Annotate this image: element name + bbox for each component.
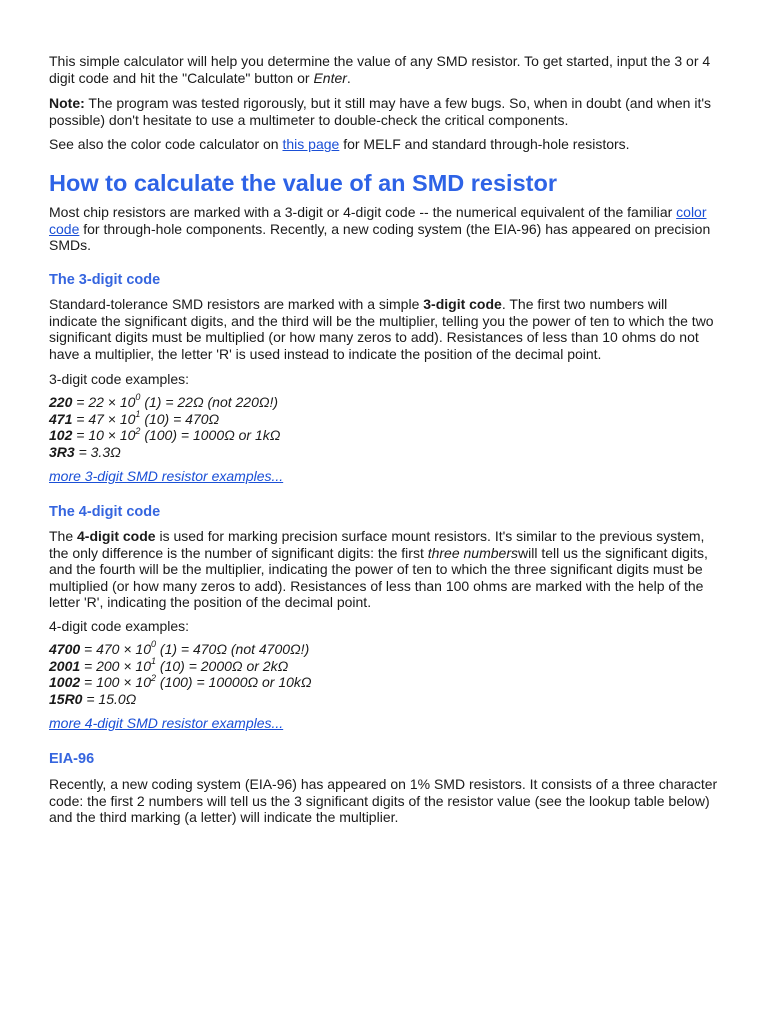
eia-96-heading: EIA-96 bbox=[49, 751, 95, 767]
main-paragraph bbox=[49, 204, 719, 254]
intro-text: This simple calculator will help you determine the value of any SMD resistor. To get started, input the 3 or 4 digit code and hit the "Calculate" button or bbox=[49, 53, 711, 86]
three-numbers-italic: three numbers bbox=[427, 544, 518, 561]
more-3-digit-examples-link[interactable]: more 3-digit SMD resistor examples... bbox=[49, 468, 284, 484]
four-digit-heading: The 4-digit code bbox=[49, 504, 161, 520]
example-row: 3R3 = 3.3Ω bbox=[49, 443, 121, 460]
more-four-paragraph bbox=[49, 715, 719, 732]
eia-96-paragraph: Recently, a new coding system (EIA-96) has appeared on 1% SMD resistors. It consists of a three character code: the first 2 numbers will tell us the 3 significant digits of the resistor value (see the lookup table below) and the third marking (a letter) will indicate the multiplier. bbox=[49, 776, 718, 826]
three-digit-heading: The 3-digit code bbox=[49, 272, 161, 288]
four-examples-list bbox=[49, 641, 719, 707]
four-text: The bbox=[49, 528, 78, 544]
three-examples-list bbox=[49, 394, 719, 460]
main-heading: How to calculate the value of an SMD resistor bbox=[49, 170, 557, 196]
intro-end: . bbox=[346, 69, 351, 86]
more-three-paragraph bbox=[49, 468, 719, 485]
three-digit-paragraph bbox=[49, 296, 719, 362]
intro-paragraph bbox=[49, 53, 719, 86]
see-also-text: See also the color code calculator on bbox=[49, 136, 283, 152]
three-text: Standard-tolerance SMD resistors are marked with a simple bbox=[49, 296, 424, 312]
main-text: Most chip resistors are marked with a 3-digit or 4-digit code -- the numerical equivalent of the familiar bbox=[49, 204, 677, 220]
example-row: $220 = 22 \times 10^0$ (1) = 22Ω (not 220Ω!) bbox=[49, 392, 279, 410]
main-text-end: for through-hole components. Recently, a new coding system (the EIA-96) has appeared on precision SMDs. bbox=[49, 220, 711, 254]
note-paragraph bbox=[49, 95, 719, 128]
example-row: $102 = 10 \times 10^2$ (100) = 1000Ω or 1kΩ bbox=[49, 425, 281, 444]
four-examples-label: 4-digit code examples: bbox=[49, 618, 190, 634]
three-examples-label: 3-digit code examples: bbox=[49, 371, 190, 387]
four-text-end: will tell us the significant digits, and the fourth will be the multiplier, indicating the power of ten to which the three significant digits must be multiplied (or how many zeros to add). Resistances of less than 100 ohms are marked with the help of the letter 'R', indicating the position of the decimal point. bbox=[49, 544, 708, 611]
see-also-end: for MELF and standard through-hole resistors. bbox=[339, 136, 630, 152]
example-row: $1002 = 100 \times 10^2$ (100) = 10000Ω or 10kΩ bbox=[49, 672, 312, 691]
four-text-mid: is used for marking precision surface mount resistors. It's similar to the previous system, the only difference is the number of significant digits: the first bbox=[49, 528, 705, 561]
more-4-digit-examples-link[interactable]: more 4-digit SMD resistor examples... bbox=[49, 715, 284, 731]
example-row: $2001 = 200 \times 10^1$ (10) = 2000Ω or 2kΩ bbox=[49, 655, 289, 674]
example-row: $471 = 47 \times 10^1$ (10) = 470Ω bbox=[49, 408, 220, 427]
four-digit-bold: 4-digit code bbox=[77, 528, 156, 544]
three-digit-bold: 3-digit code bbox=[423, 296, 502, 312]
three-text-end: . The first two numbers will indicate the significant digits, and the third will be the multiplier, telling you the power of ten to which the two significant digits must be multiplied (or how many zeros to add). Resistances of less than 10 ohms do not have a multiplier, the letter 'R' is used instead to indicate the position of the decimal point. bbox=[49, 296, 714, 362]
see-also-paragraph bbox=[49, 136, 719, 153]
example-row: $4700 = 470 \times 10^0$ (1) = 470Ω (not 4700Ω!) bbox=[49, 639, 310, 657]
example-row: 15R0 = 15.0Ω bbox=[49, 690, 137, 707]
enter-key-text: Enter bbox=[313, 69, 347, 86]
this-page-link[interactable]: this page bbox=[282, 136, 340, 152]
note-label: Note: bbox=[49, 95, 85, 111]
note-text: The program was tested rigorously, but it still may have a few bugs. So, when in doubt (and when it's possible) don't hesitate to use a multimeter to double-check the critical components. bbox=[49, 95, 712, 128]
four-digit-paragraph bbox=[49, 528, 719, 611]
color-code-link[interactable]: color code bbox=[49, 204, 707, 237]
